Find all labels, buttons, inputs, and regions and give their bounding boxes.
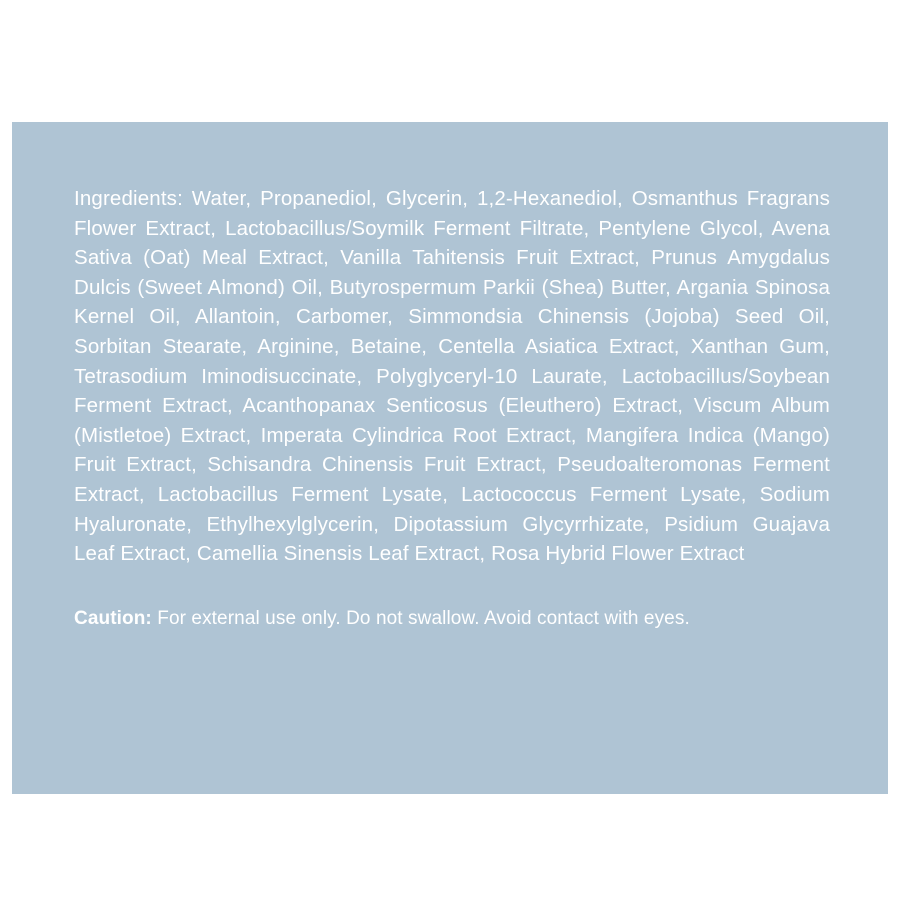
caution-label: Caution:: [74, 607, 152, 629]
label-panel: [12, 122, 888, 794]
ingredients-paragraph: Ingredients: Water, Propanediol, Glycerin, 1,2-Hexanediol, Osmanthus Fragrans Flower Extract, Lactobacillus/Soymilk Ferment Filtrate, Pentylene Glycol, Avena Sativa (Oat) Meal Extract, Vanilla Tahitensis Fruit Extract, Prunus Amygdalus Dulcis (Sweet Almond) Oil, Butyrospermum Parkii (Shea) Butter, Argania Spinosa Kernel Oil, Allantoin, Carbomer, Simmondsia Chinensis (Jojoba) Seed Oil, Sorbitan Stearate, Arginine, Betaine, Centella Asiatica Extract, Xanthan Gum, Tetrasodium Iminodisuccinate, Polyglyceryl-10 Laurate, Lactobacillus/Soybean Ferment Extract, Acanthopanax Senticosus (Eleuthero) Extract, Viscum Album (Mistletoe) Extract, Imperata Cylindrica Root Extract, Mangifera Indica (Mango) Fruit Extract, Schisandra Chinensis Fruit Extract, Pseudoalteromonas Ferment Extract, Lactobacillus Ferment Lysate, Lactococcus Ferment Lysate, Sodium Hyaluronate, Ethylhexylglycerin, Dipotassium Glycyrrhizate, Psidium Guajava Leaf Extract, Camellia Sinensis Leaf Extract, Rosa Hybrid Flower Extract: [74, 187, 830, 566]
label-content: [74, 184, 830, 651]
caution-text: For external use only. Do not swallow. Avoid contact with eyes.: [157, 607, 690, 629]
caution-paragraph: [74, 605, 830, 632]
